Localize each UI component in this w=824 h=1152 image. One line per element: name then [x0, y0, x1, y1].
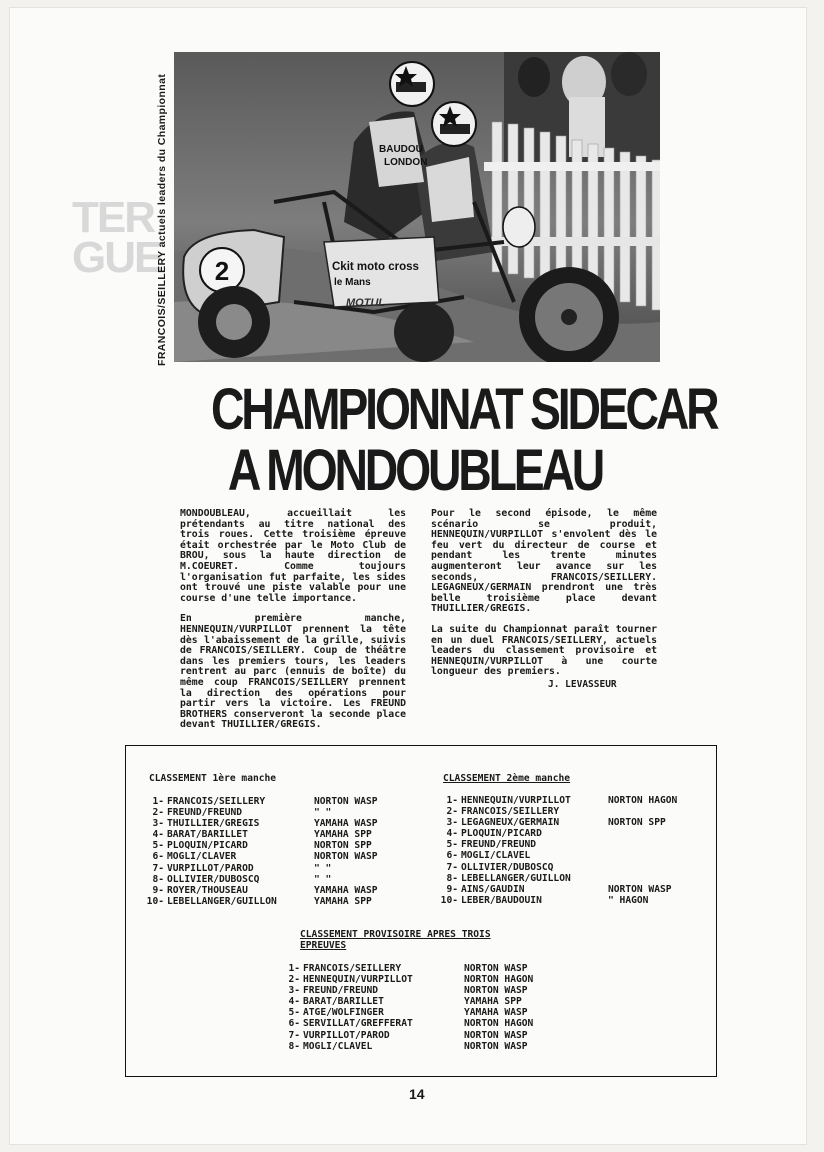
sidecar-photo [174, 52, 660, 362]
overall-title: CLASSEMENT PROVISOIRE APRES TROIS EPREUVES [300, 929, 491, 951]
result-rank: 10- [440, 894, 458, 906]
result-machine: NORTON SPP [314, 840, 372, 852]
article-paragraph: En première manche, HENNEQUIN/VURPILLOT prennent la tête dès l'abaissement de la grille, suivis de FRANCOIS/SEILLERY. Coup de théâtre dans les premiers tours, les leaders rentrent au parc (ennuis de boîte) du même coup FRANCOIS/SEILLERY prennent la direction des opérations pour partir vers la victoire. Les FREUND BROTHERS conserveront la seconde place devant THUILLIER/GREGIS. [180, 613, 406, 731]
jersey-text-2: LONDON [384, 157, 428, 168]
result-row [278, 985, 558, 996]
result-row [142, 851, 402, 862]
result-machine: YAMAHA SPP [314, 829, 372, 841]
result-crew: FRANCOIS/SEILLERY [303, 963, 402, 974]
headline-line1: CHAMPIONNAT SIDECAR [211, 377, 717, 442]
overall-list [278, 963, 558, 1052]
result-machine: NORTON WASP [464, 985, 528, 997]
result-crew: FRANCOIS/SEILLERY [461, 806, 560, 818]
result-row [142, 807, 402, 818]
result-crew: LEBER/BAUDOUIN [461, 894, 542, 906]
result-row [142, 874, 402, 885]
page-number: 14 [409, 1086, 425, 1102]
result-crew: VURPILLOT/PAROD [167, 862, 254, 874]
result-row [436, 895, 706, 906]
result-machine: " " [314, 807, 332, 819]
result-row [142, 863, 402, 874]
result-rank: 4- [152, 829, 164, 841]
result-crew: HENNEQUIN/VURPILLOT [461, 795, 571, 806]
author-byline: J. LEVASSEUR [548, 679, 617, 690]
result-rank: 3- [152, 818, 164, 830]
result-row [436, 839, 706, 850]
result-rank: 1- [288, 963, 300, 974]
race2-title: CLASSEMENT 2ème manche [443, 773, 571, 784]
result-rank: 10- [146, 895, 164, 907]
result-crew: MOGLI/CLAVEL [303, 1040, 373, 1052]
result-machine: YAMAHA SPP [314, 895, 372, 907]
result-rank: 6- [152, 851, 164, 863]
result-rank: 5- [446, 839, 458, 851]
result-machine: YAMAHA WASP [314, 884, 378, 896]
result-row [278, 996, 558, 1007]
result-crew: LEBELLANGER/GUILLON [461, 872, 571, 884]
result-crew: AINS/GAUDIN [461, 883, 525, 895]
result-row [436, 862, 706, 873]
result-crew: FREUND/FREUND [167, 807, 243, 819]
result-crew: SERVILLAT/GREFFERAT [303, 1018, 413, 1030]
result-crew: OLLIVIER/DUBOSCQ [167, 873, 260, 885]
result-crew: MOGLI/CLAVER [167, 851, 237, 863]
result-crew: ATGE/WOLFINGER [303, 1007, 384, 1019]
result-machine: NORTON WASP [314, 851, 378, 863]
result-rank: 2- [288, 974, 300, 986]
sponsor-text-1: Ckit moto cross [332, 261, 419, 273]
result-crew: VURPILLOT/PAROD [303, 1029, 390, 1041]
result-crew: FRANCOIS/SEILLERY [167, 796, 266, 807]
result-rank: 8- [288, 1040, 300, 1052]
result-machine: NORTON WASP [464, 963, 528, 974]
result-rank: 7- [288, 1029, 300, 1041]
result-rank: 2- [446, 806, 458, 818]
article-paragraph: La suite du Championnat paraît tourner en un duel FRANCOIS/SEILLERY, actuels leaders du classement provisoire et HENNEQUIN/VURPILLOT à une courte longueur des premiers. [431, 623, 657, 678]
result-row [436, 795, 706, 806]
article-column-right [431, 509, 657, 688]
result-machine: NORTON WASP [464, 1040, 528, 1052]
result-crew: THUILLIER/GREGIS [167, 818, 260, 830]
result-row [142, 885, 402, 896]
result-machine: YAMAHA WASP [464, 1007, 528, 1019]
result-rank: 5- [152, 840, 164, 852]
result-row [436, 850, 706, 861]
result-crew: BARAT/BARILLET [167, 829, 248, 841]
result-rank: 3- [446, 817, 458, 829]
result-rank: 6- [446, 850, 458, 862]
result-machine: NORTON WASP [464, 1029, 528, 1041]
race1-list [142, 796, 402, 907]
show-through-decoration: TER GUE [72, 193, 162, 282]
result-rank: 1- [446, 795, 458, 806]
result-machine: NORTON WASP [608, 883, 672, 895]
race1-title: CLASSEMENT 1ère manche [149, 773, 277, 784]
result-crew: FREUND/FREUND [461, 839, 537, 851]
result-row [436, 828, 706, 839]
result-rank: 5- [288, 1007, 300, 1019]
result-crew: FREUND/FREUND [303, 985, 379, 997]
result-crew: PLOQUIN/PICARD [167, 840, 248, 852]
result-row [436, 884, 706, 895]
result-machine: YAMAHA SPP [464, 996, 522, 1008]
result-crew: OLLIVIER/DUBOSCQ [461, 861, 554, 873]
result-rank: 9- [152, 884, 164, 896]
result-crew: BARAT/BARILLET [303, 996, 384, 1008]
headline-line2: A MONDOUBLEAU [227, 438, 603, 503]
result-machine: NORTON HAGON [464, 974, 534, 986]
result-crew: ROYER/THOUSEAU [167, 884, 248, 896]
result-machine: " HAGON [608, 894, 649, 906]
result-rank: 9- [446, 883, 458, 895]
result-crew: HENNEQUIN/VURPILLOT [303, 974, 413, 986]
result-crew: LEBELLANGER/GUILLON [167, 895, 277, 907]
result-machine: " " [314, 862, 332, 874]
jersey-text-1: BAUDOU [379, 144, 423, 155]
result-row [436, 817, 706, 828]
result-row [278, 974, 558, 985]
article-paragraph: MONDOUBLEAU, accueillait les prétendants au titre national des trois roues. Cette troisième épreuve était orchestrée par le Moto Club de BROU, sous la haute direction de M.COEURET. Comme toujours l'organisation fut parfaite, les sides ont trouvé une piste valable pour une course d'une telle importance. [180, 508, 406, 604]
result-row [436, 873, 706, 884]
result-machine: NORTON SPP [608, 817, 666, 829]
article-paragraph: Pour le second épisode, le même scénario se produit, HENNEQUIN/VURPILLOT s'envolent dès le feu vert du directeur de course et pendant les trente minutes augmenteront leur avance sur les seconds, FRANCOIS/SEILLERY. LEGAGNEUX/GERMAIN prendront une très belle troisième place devant THUILLIER/GREGIS. [431, 508, 657, 615]
result-rank: 6- [288, 1018, 300, 1030]
result-row [278, 1007, 558, 1018]
photo-caption: FRANCOIS/SEILLERY actuels leaders du Championnat [156, 73, 168, 366]
result-row [142, 840, 402, 851]
result-rank: 8- [446, 872, 458, 884]
race2-list [436, 795, 706, 906]
result-machine: NORTON WASP [314, 796, 378, 807]
result-machine: NORTON HAGON [464, 1018, 534, 1030]
result-machine: " " [314, 873, 332, 885]
result-rank: 1- [152, 796, 164, 807]
sponsor-text-3: MOTUL [346, 297, 386, 309]
result-crew: MOGLI/CLAVEL [461, 850, 531, 862]
result-rank: 4- [446, 828, 458, 840]
result-row [278, 1030, 558, 1041]
result-row [436, 806, 706, 817]
result-machine: NORTON HAGON [608, 795, 678, 806]
number-plate: 2 [214, 256, 230, 286]
result-rank: 2- [152, 807, 164, 819]
result-crew: LEGAGNEUX/GERMAIN [461, 817, 560, 829]
result-crew: PLOQUIN/PICARD [461, 828, 542, 840]
result-row [278, 963, 558, 974]
result-row [142, 896, 402, 907]
result-row [278, 1041, 558, 1052]
result-rank: 4- [288, 996, 300, 1008]
result-row [142, 796, 402, 807]
result-row [278, 1018, 558, 1029]
result-rank: 8- [152, 873, 164, 885]
article-column-left [180, 509, 406, 741]
result-row [142, 818, 402, 829]
sponsor-text-2: le Mans [334, 277, 371, 288]
result-rank: 7- [152, 862, 164, 874]
result-rank: 7- [446, 861, 458, 873]
result-row [142, 829, 402, 840]
result-machine: YAMAHA WASP [314, 818, 378, 830]
result-rank: 3- [288, 985, 300, 997]
